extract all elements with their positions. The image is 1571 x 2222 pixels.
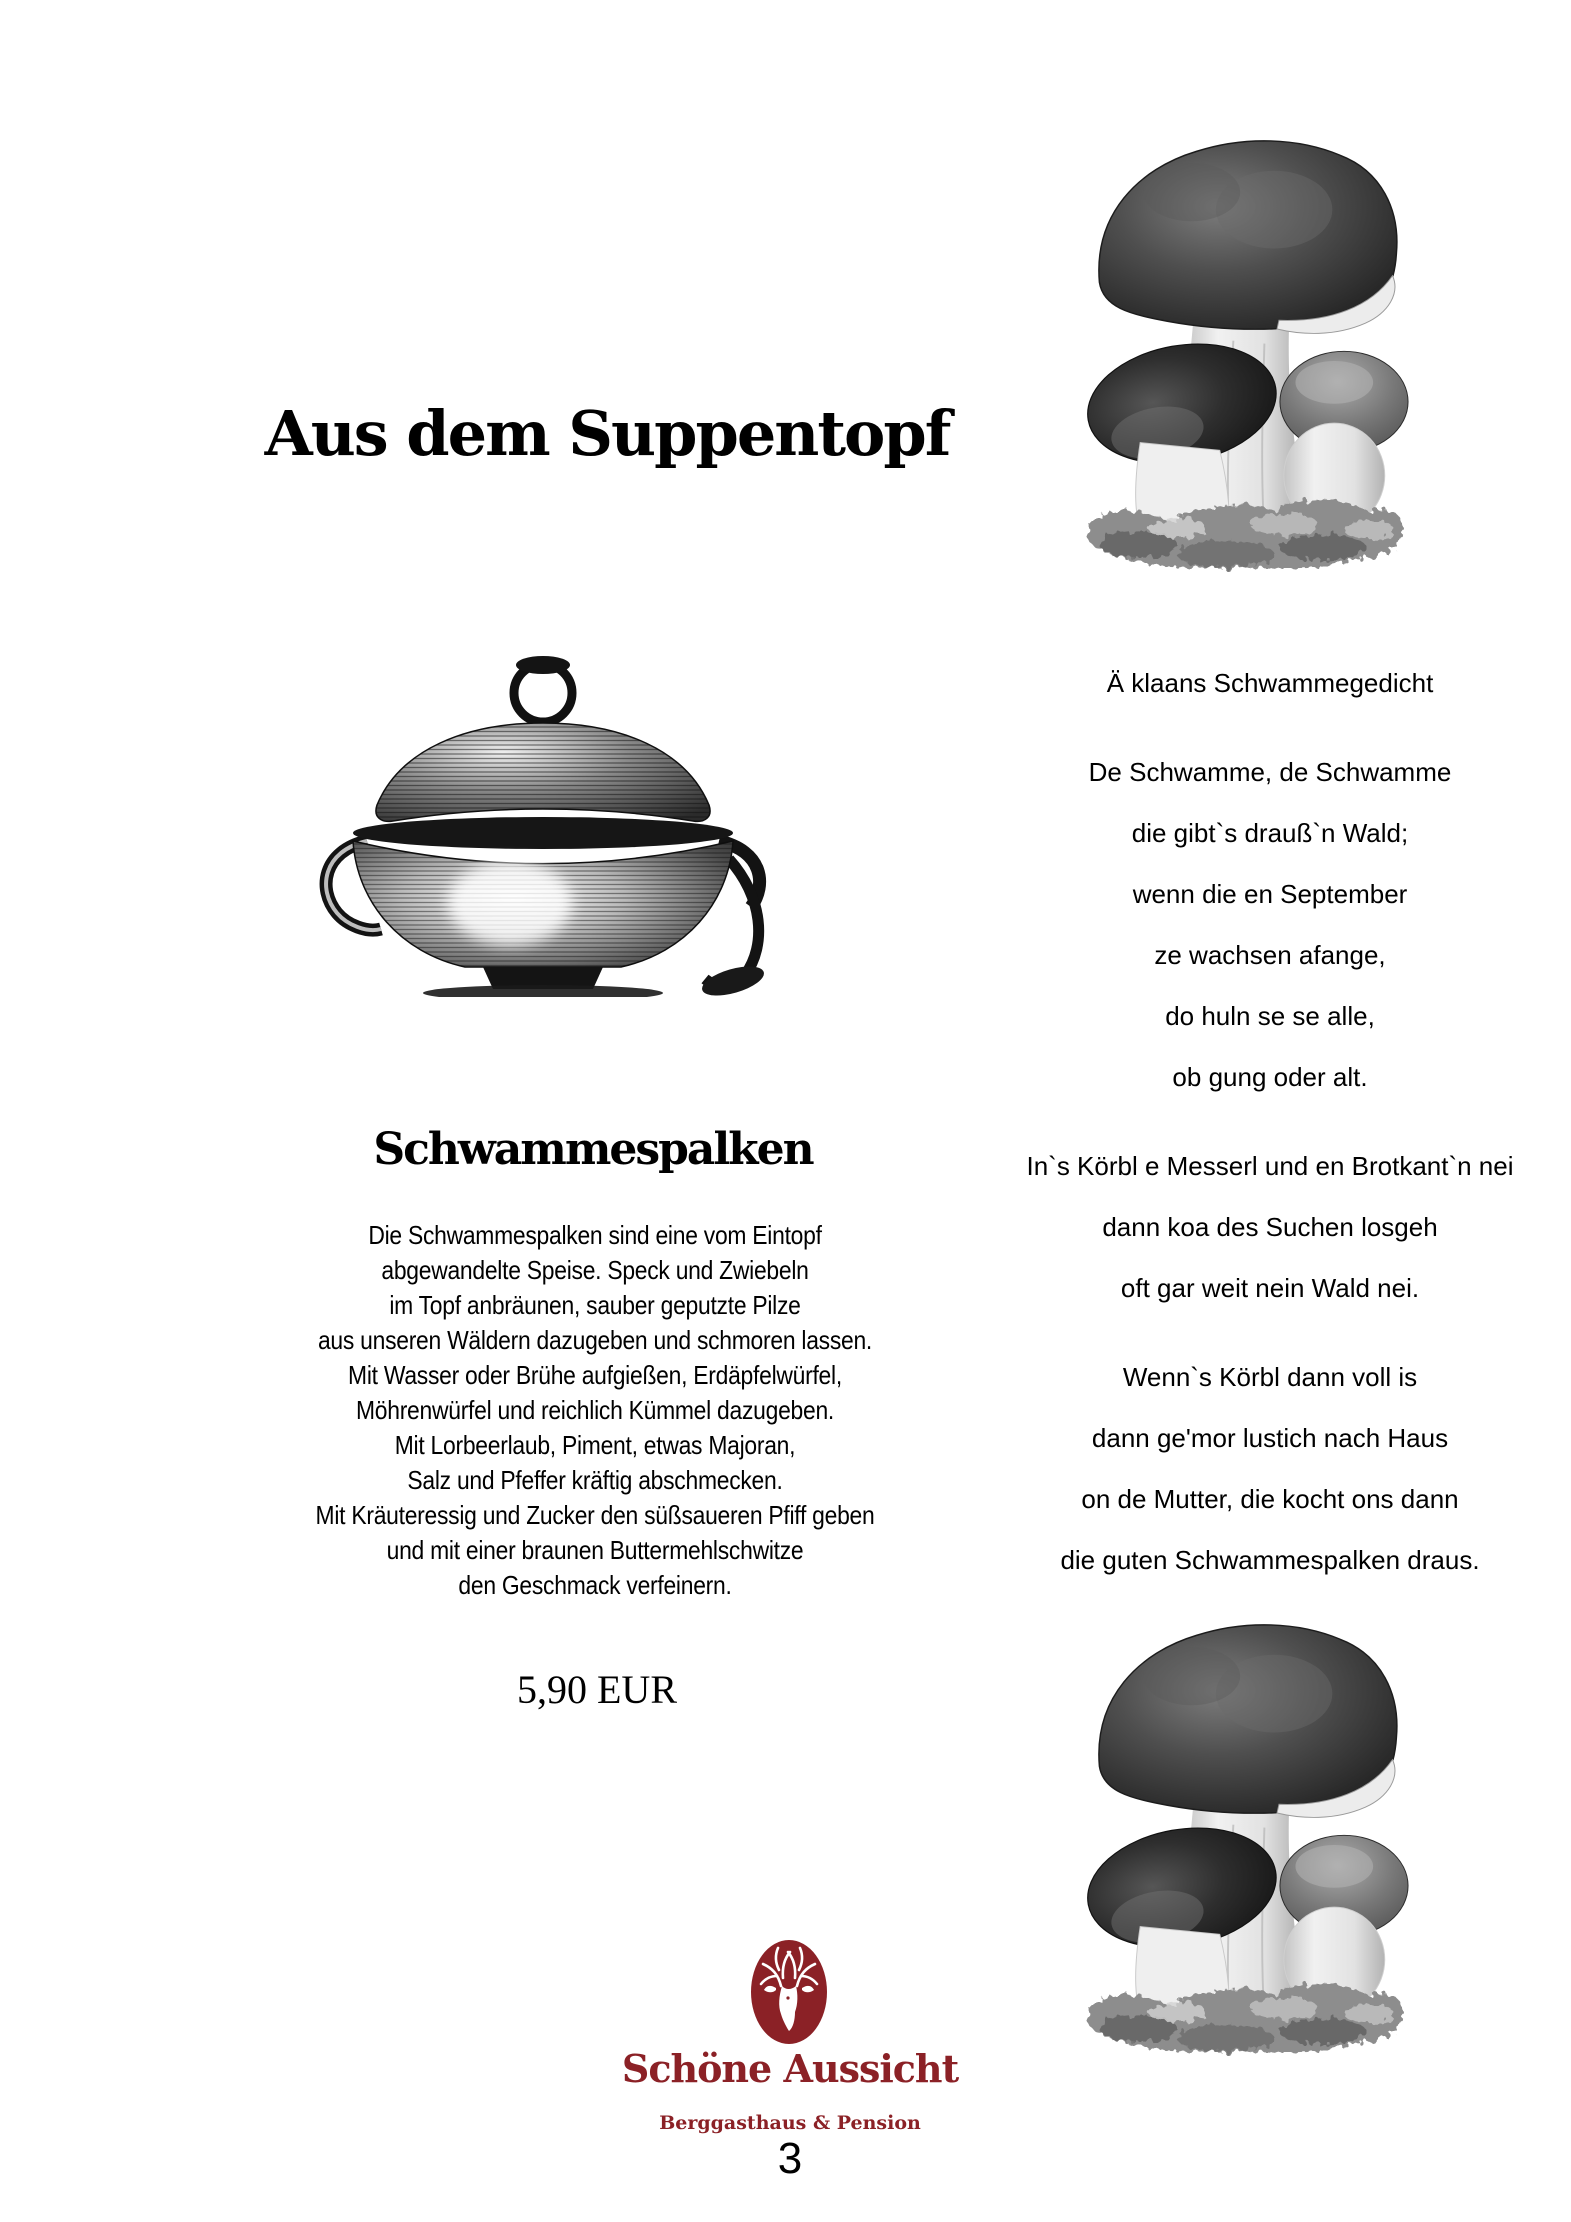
description-line: Die Schwammespalken sind eine vom Eintopf [368,1220,822,1250]
description-line: und mit einer braunen Buttermehlschwitze [386,1535,804,1565]
logo-name: Schöne Aussicht [621,2046,959,2091]
poem-stanza [1002,742,1538,1108]
poem-stanza [1002,1347,1538,1591]
stag-head-logo-icon [748,1934,830,2046]
description-line: abgewandelte Speise. Speck und Zwiebeln [381,1255,809,1285]
poem-title: Ä klaans Schwammegedicht [1106,668,1434,698]
poem-line: die guten Schwammespalken draus. [1060,1545,1480,1575]
poem-line: ze wachsen afange, [1154,940,1386,970]
description-line: Salz und Pfeffer kräftig abschmecken. [407,1465,783,1495]
porcini-mushrooms-illustration-bottom [1080,1602,1410,2057]
poem-line: ob gung oder alt. [1172,1062,1368,1092]
poem-line: De Schwamme, de Schwamme [1088,757,1452,787]
description-line: im Topf anbräunen, sauber geputzte Pilze [389,1290,801,1320]
description-line: aus unseren Wäldern dazugeben und schmoren lassen. [317,1325,873,1355]
poem-line: die gibt`s drauß`n Wald; [1131,818,1409,848]
poem-line: do huln se se alle, [1165,1001,1375,1031]
description-line: Mit Kräuteressig und Zucker den süßsaueren Pfiff geben [315,1500,875,1530]
porcini-mushrooms-illustration-top [1080,118,1410,573]
description-line: Mit Lorbeerlaub, Piment, etwas Majoran, [394,1430,796,1460]
poem-line: on de Mutter, die kocht ons dann [1081,1484,1459,1514]
page-number: 3 [777,2134,803,2183]
poem-line: dann koa des Suchen losgeh [1102,1212,1438,1242]
description-line: Möhrenwürfel und reichlich Kümmel dazugeben. [355,1395,835,1425]
description-line: den Geschmack verfeinern. [458,1570,732,1600]
dish-price: 5,90 EUR [517,1667,677,1712]
dish-description [247,1218,942,1603]
page-title: Aus dem Suppentopf [264,396,950,470]
poem-stanza [1002,1136,1538,1319]
poem-line: dann ge'mor lustich nach Haus [1091,1423,1449,1453]
poem-line: In`s Körbl e Messerl und en Brotkant`n nei [1026,1151,1514,1181]
logo-subtitle: Berggasthaus & Pension [659,2112,921,2134]
poem-line: wenn die en September [1132,879,1408,909]
description-line: Mit Wasser oder Brühe aufgießen, Erdäpfelwürfel, [348,1360,842,1390]
poem-line: oft gar weit nein Wald nei. [1120,1273,1420,1303]
poem-line: Wenn`s Körbl dann voll is [1122,1362,1418,1392]
dish-name: Schwammespalken [373,1124,813,1175]
soup-tureen-illustration [315,645,767,997]
